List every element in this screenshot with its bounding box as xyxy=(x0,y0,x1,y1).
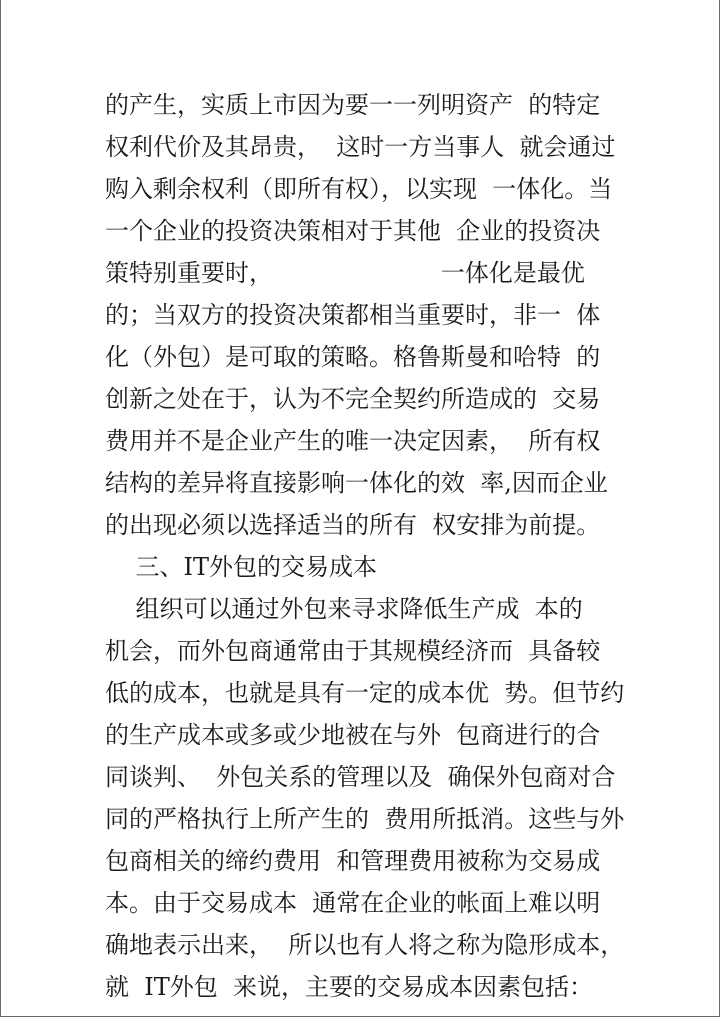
text-line: 就 IT外包 来说，主要的交易成本因素包括： xyxy=(105,973,594,1001)
text-line: 一个企业的投资决策相对于其他 企业的投资决 xyxy=(105,217,601,245)
text-line: 同谈判、 外包关系的管理以及 确保外包商对合 xyxy=(105,763,616,791)
text-line: 本。由于交易成本 通常在企业的帐面上难以明 xyxy=(105,889,601,917)
text-line: 权利代价及其昂贵， 这时一方当事人 就会通过 xyxy=(105,133,616,161)
text-line: 组织可以通过外包来寻求降低生产成 本的 xyxy=(105,595,583,623)
text-line: 确地表示出来， 所以也有人将之称为隐形成本， xyxy=(105,931,625,959)
text-line: 的生产成本或多或少地被在与外 包商进行的合 xyxy=(105,721,601,749)
text-line: 购入剩余权利（即所有权），以实现 一体化。当 xyxy=(105,175,613,203)
text-line: 的出现必须以选择适当的所有 权安排为前提。 xyxy=(105,511,601,539)
text-line: 策特别重要时， 一体化是最优 xyxy=(105,259,585,287)
text-line: 费用并不是企业产生的唯一决定因素， 所有权 xyxy=(105,427,601,455)
text-line: 结构的差异将直接影响一体化的效 率,因而企业 xyxy=(105,469,608,497)
text-line: 包商相关的缔约费用 和管理费用被称为交易成 xyxy=(105,847,601,875)
section-heading: 三、IT外包的交易成本 xyxy=(105,553,378,581)
text-line: 低的成本，也就是具有一定的成本优 势。但节约 xyxy=(105,679,625,707)
text-line: 同的严格执行上所产生的 费用所抵消。这些与外 xyxy=(105,805,625,833)
text-line: 机会，而外包商通常由于其规模经济而 具备较 xyxy=(105,637,601,665)
text-line: 化（外包）是可取的策略。格鲁斯曼和哈特 的 xyxy=(105,343,601,371)
text-line: 创新之处在于，认为不完全契约所造成的 交易 xyxy=(105,385,601,413)
text-line: 的产生，实质上市因为要一一列明资产 的特定 xyxy=(105,91,601,119)
text-line: 的；当双方的投资决策都相当重要时，非一 体 xyxy=(105,301,601,329)
